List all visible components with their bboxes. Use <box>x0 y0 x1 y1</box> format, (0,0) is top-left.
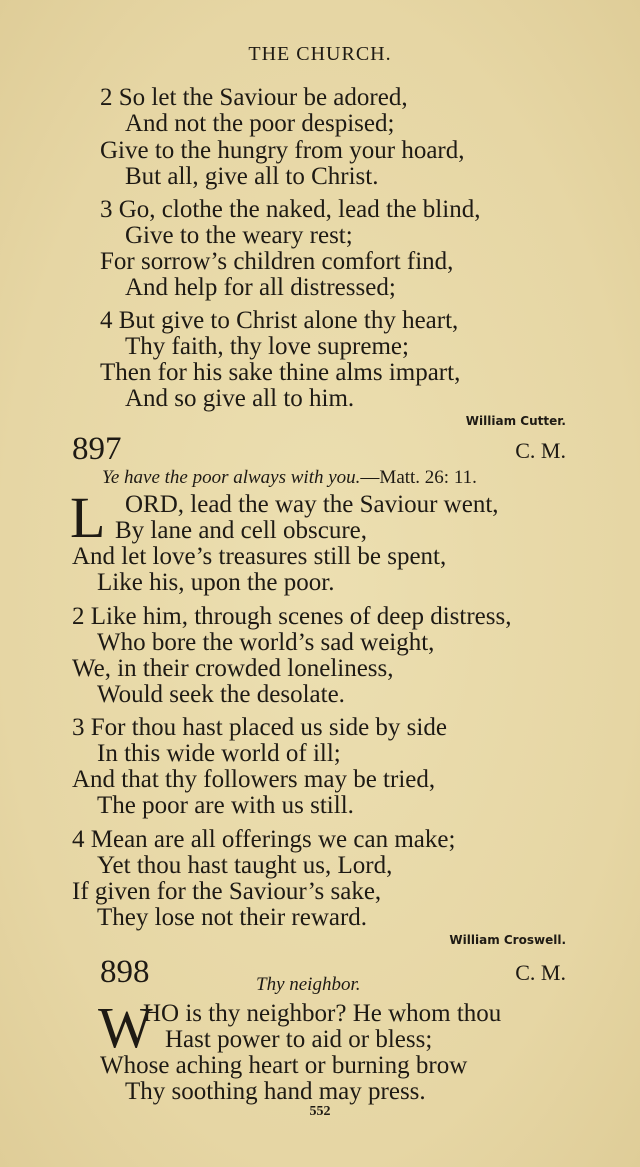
running-header: THE CHURCH. <box>248 43 392 65</box>
verse-line: We, in their crowded loneliness, <box>72 655 394 682</box>
verse-line: 4 But give to Christ alone thy heart, <box>100 307 459 334</box>
verse-line: But all, give all to Christ. <box>125 163 379 190</box>
author-credit: William Cutter. <box>465 414 566 428</box>
verse-line: For sorrow’s children comfort find, <box>100 248 454 275</box>
verse-line: Yet thou hast taught us, Lord, <box>97 852 393 879</box>
verse-line: And help for all distressed; <box>125 274 396 301</box>
verse-line: Would seek the desolate. <box>97 681 345 708</box>
verse-line: Who bore the world’s sad weight, <box>97 629 435 656</box>
verse-line: By lane and cell obscure, <box>115 517 367 544</box>
verse-line: Hast power to aid or bless; <box>165 1026 433 1053</box>
verse-line: ORD, lead the way the Saviour went, <box>125 491 499 518</box>
verse-line: Thy soothing hand may press. <box>125 1078 426 1105</box>
verse-line: 2 Like him, through scenes of deep distress, <box>72 603 512 630</box>
verse-line: Give to the weary rest; <box>125 222 353 249</box>
verse-line: And not the poor despised; <box>125 110 395 137</box>
hymn-subtitle: Thy neighbor. <box>256 974 361 995</box>
drop-cap: W <box>98 995 153 1060</box>
hymn-meter: C. M. <box>515 960 566 985</box>
verse-line: The poor are with us still. <box>97 792 354 819</box>
scripture-reference: —Matt. 26: 11. <box>360 467 477 488</box>
verse-line: HO is thy neighbor? He whom thou <box>143 1000 502 1027</box>
page-number: 552 <box>309 1104 331 1119</box>
author-credit: William Croswell. <box>449 933 566 947</box>
scripture-text: Ye have the poor always with you. <box>102 467 361 488</box>
verse-line: They lose not their reward. <box>97 904 368 931</box>
verse-line: Like his, upon the poor. <box>97 569 335 596</box>
verse-line: 3 For thou hast placed us side by side <box>72 714 447 741</box>
hymn-subtitle <box>102 467 477 489</box>
verse-line: If given for the Saviour’s sake, <box>72 878 382 905</box>
hymn-number: 898 <box>100 954 150 990</box>
verse-line: 3 Go, clothe the naked, lead the blind, <box>100 196 481 223</box>
hymn-meter: C. M. <box>515 438 566 463</box>
verse-line: And that thy followers may be tried, <box>72 766 436 793</box>
verse-line: And so give all to him. <box>125 385 355 412</box>
verse-line: And let love’s treasures still be spent, <box>72 543 447 570</box>
verse-line: Then for his sake thine alms impart, <box>100 359 461 386</box>
verse-line: In this wide world of ill; <box>97 740 341 767</box>
verse-line: Whose aching heart or burning brow <box>100 1052 468 1079</box>
verse-line: Thy faith, thy love supreme; <box>125 333 409 360</box>
verse-line: 4 Mean are all offerings we can make; <box>72 826 456 853</box>
hymn-number: 897 <box>72 431 122 467</box>
drop-cap: L <box>70 485 106 550</box>
verse-line: Give to the hungry from your hoard, <box>100 137 465 164</box>
verse-line: 2 So let the Saviour be adored, <box>100 84 408 111</box>
